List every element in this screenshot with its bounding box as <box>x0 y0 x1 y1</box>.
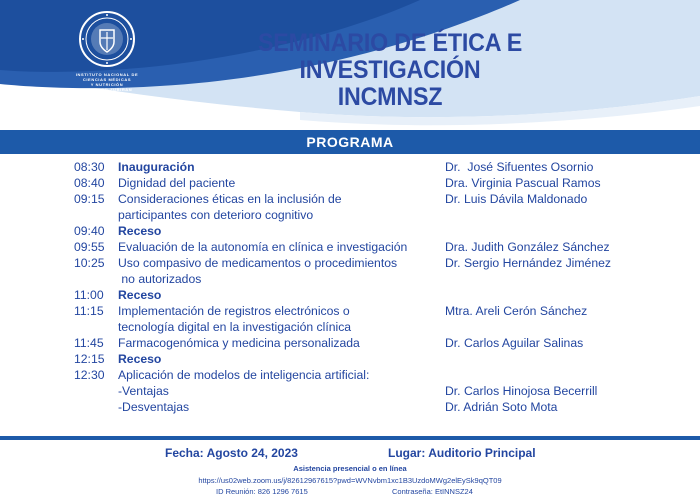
agenda-row <box>0 399 700 415</box>
agenda-topic-line: Receso <box>118 224 162 238</box>
footer-divider <box>0 436 700 440</box>
agenda-topic-line: Receso <box>118 352 162 366</box>
agenda-topic-line: Inauguración <box>118 160 195 174</box>
agenda-list <box>0 159 700 415</box>
agenda-topic <box>118 399 438 415</box>
header <box>0 0 700 128</box>
agenda-row <box>0 303 700 335</box>
agenda-topic <box>118 191 438 223</box>
agenda-topic-line: Uso compasivo de medicamentos o procedimientos <box>118 256 398 270</box>
agenda-topic-line: Implementación de registros electrónicos o <box>118 304 350 318</box>
agenda-topic-line: Farmacogenómica y medicina personalizada <box>118 336 360 350</box>
agenda-time: 11:00 <box>74 288 104 302</box>
agenda-topic-line: no autorizados <box>118 272 202 286</box>
attendance-note: Asistencia presencial o en línea <box>293 464 407 473</box>
agenda-row <box>0 159 700 175</box>
agenda-speaker: Dr. Adrián Soto Mota <box>445 400 558 414</box>
agenda-speaker: Dra. Virginia Pascual Ramos <box>445 176 601 190</box>
agenda-speaker: Dr. Carlos Hinojosa Becerrill <box>445 384 598 398</box>
meeting-password: Contraseña: EtINNSZ24 <box>392 487 473 496</box>
agenda-topic-line: Dignidad del paciente <box>118 176 236 190</box>
agenda-topic <box>118 383 438 399</box>
agenda-topic <box>118 223 438 239</box>
agenda-time: 12:30 <box>74 368 105 382</box>
logo-text-line: SALVADOR ZUBIRÁN <box>81 87 133 92</box>
agenda-topic-line: participantes con deterioro cognitivo <box>118 208 314 222</box>
agenda-row <box>0 175 700 191</box>
page-title <box>167 30 613 111</box>
agenda-row <box>0 351 700 367</box>
agenda-speaker: Dr. José Sifuentes Osornio <box>445 160 594 174</box>
agenda-time: 11:45 <box>74 336 104 350</box>
agenda-topic <box>118 239 438 255</box>
logo-text <box>66 72 148 92</box>
institution-seal-icon <box>78 10 136 68</box>
agenda-topic <box>118 335 438 351</box>
programa-banner: PROGRAMA <box>0 130 700 154</box>
agenda-time: 09:15 <box>74 192 105 206</box>
title-line-2: INCMNSZ <box>337 83 443 111</box>
agenda-topic <box>118 287 438 303</box>
agenda-time: 09:40 <box>74 224 105 238</box>
logo-text-line: Y NUTRICIÓN <box>90 82 124 87</box>
agenda-topic <box>118 351 438 367</box>
agenda-time: 11:15 <box>74 304 104 318</box>
agenda-row <box>0 367 700 383</box>
agenda-time: 09:55 <box>74 240 105 254</box>
agenda-speaker: Mtra. Areli Cerón Sánchez <box>445 304 588 318</box>
agenda-time: 08:30 <box>74 160 105 174</box>
logo-text-line: CIENCIAS MÉDICAS <box>82 77 132 82</box>
agenda-time: 10:25 <box>74 256 105 270</box>
agenda-row <box>0 335 700 351</box>
agenda-row <box>0 239 700 255</box>
zoom-link[interactable]: https://us02web.zoom.us/j/82612967615?pwd=WVNvbm1xc1B3UzdoMWg2elEySk9qQT09 <box>198 476 502 485</box>
agenda-topic <box>118 175 438 191</box>
agenda-speaker: Dr. Carlos Aguilar Salinas <box>445 336 584 350</box>
agenda-row <box>0 191 700 223</box>
agenda-topic-line: -Desventajas <box>118 400 190 414</box>
agenda-topic-line: Evaluación de la autonomía en clínica e investigación <box>118 240 408 254</box>
agenda-topic <box>118 303 438 335</box>
logo-text-line: INSTITUTO NACIONAL DE <box>75 72 139 77</box>
agenda-topic <box>118 255 438 287</box>
agenda-topic-line: -Ventajas <box>118 384 169 398</box>
agenda-speaker: Dr. Sergio Hernández Jiménez <box>445 256 611 270</box>
agenda-row <box>0 255 700 287</box>
agenda-topic <box>118 367 438 383</box>
agenda-row <box>0 287 700 303</box>
agenda-topic-line: tecnología digital en la investigación clínica <box>118 320 352 334</box>
agenda-row <box>0 383 700 399</box>
agenda-topic-line: Receso <box>118 288 162 302</box>
agenda-topic-line: Aplicación de modelos de inteligencia artificial: <box>118 368 370 382</box>
event-date: Fecha: Agosto 24, 2023 <box>165 446 298 460</box>
agenda-topic-line: Consideraciones éticas en la inclusión de <box>118 192 342 206</box>
agenda-topic <box>118 159 438 175</box>
meeting-id: ID Reunión: 826 1296 7615 <box>216 487 308 496</box>
agenda-time: 08:40 <box>74 176 105 190</box>
agenda-row <box>0 223 700 239</box>
agenda-speaker: Dra. Judith González Sánchez <box>445 240 610 254</box>
agenda-speaker: Dr. Luis Dávila Maldonado <box>445 192 588 206</box>
title-line-1: SEMINARIO DE ÉTICA E INVESTIGACIÓN <box>257 29 523 84</box>
agenda-time: 12:15 <box>74 352 105 366</box>
event-location: Lugar: Auditorio Principal <box>388 446 536 460</box>
